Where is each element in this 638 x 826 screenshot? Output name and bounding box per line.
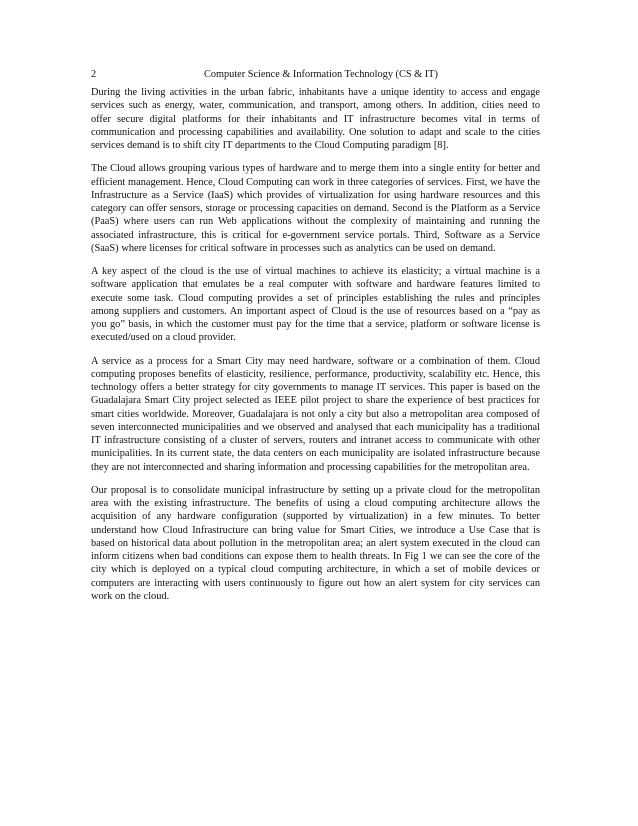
paragraph-cities-cloud-intro: During the living activities in the urban fabric, inhabitants have a unique identity to access and engage services such as energy, water, communication, and transport, among others. In addition, cities need to offer secure digital platforms for their inhabitants and IT infrastructure becomes vital in terms of communication and processing capabilities and availability. One solution to adapt and scale to the cities services demand is to shift city IT departments to the Cloud Computing paradigm [8]. (91, 87, 540, 151)
page-header (91, 68, 540, 82)
running-head: Computer Science & Information Technology (CS & IT) (204, 69, 438, 80)
paragraph-guadalajara-smart-city: A service as a process for a Smart City may need hardware, software or a combination of them. Cloud computing proposes benefits of elasticity, resilience, performance, productivity, scalability etc. Hence, this technology offers a better strategy for city governments to manage IT services. This paper is based on the Guadalajara Smart City project selected as IEEE pilot project to share the experience of best practices for smart cities worldwide. Moreover, Guadalajara is not only a city but also a metropolitan area composed of seven interconnected municipalities and we observed and analysed that each municipality has a traditional IT infrastructure consisting of a cluster of servers, routers and intranet access to communicate with other municipalities. In its current state, the data centers on each municipality are isolated infrastructure because they are not interconnected and sharing information and processing capabilities for the metropolitan area. (91, 355, 540, 473)
paragraph-proposal: Our proposal is to consolidate municipal infrastructure by setting up a private cloud for the metropolitan area with the existing infrastructure. The benefits of using a cloud computing architecture allows the acquisition of any hardware configuration (supported by virtualization) in a few minutes. To better understand how Cloud Infrastructure can bring value for Smart Cities, we introduce a Use Case that is based on historical data about pollution in the metropolitan area; an alert system executed in the cloud can inform citizens when bad conditions can expose them to health threats. In Fig 1 we can see the core of the city which is deployed on a typical cloud computing architecture, in which a set of mobile devices or computers are interacting with users continuously to figure out how an alert system for city services can work on the cloud. (91, 484, 540, 602)
paper-page (91, 68, 540, 613)
paragraph-cloud-service-categories: The Cloud allows grouping various types of hardware and to merge them into a single entity for better and efficient management. Hence, Cloud Computing can work in three categories of services. First, we have the Infrastructure as a Service (IaaS) which provides of virtualization for using hardware resources and this category can offer sensors, storage or processing capacities on demand. Second is the Platform as a Service (PaaS) where users can run Web applications without the complexity of maintaining and running the associated infrastructure, this is critical for e-government service portals. Third, Software as a Service (SaaS) where licenses for critical software in processes such as analytics can be used on demand. (91, 163, 540, 254)
page-number: 2 (91, 69, 97, 80)
paragraph-virtual-machines: A key aspect of the cloud is the use of virtual machines to achieve its elasticity; a virtual machine is a software application that emulates be a real computer with software and hardware features limited to execute some task. Cloud computing provides a set of principles establishing the rules and principles among suppliers and customers. An important aspect of Cloud is the use of resources based on a “pay as you go” basis, in which the customer must pay for the time that a service, platform or software license is executed/used on a cloud provider. (91, 266, 540, 344)
